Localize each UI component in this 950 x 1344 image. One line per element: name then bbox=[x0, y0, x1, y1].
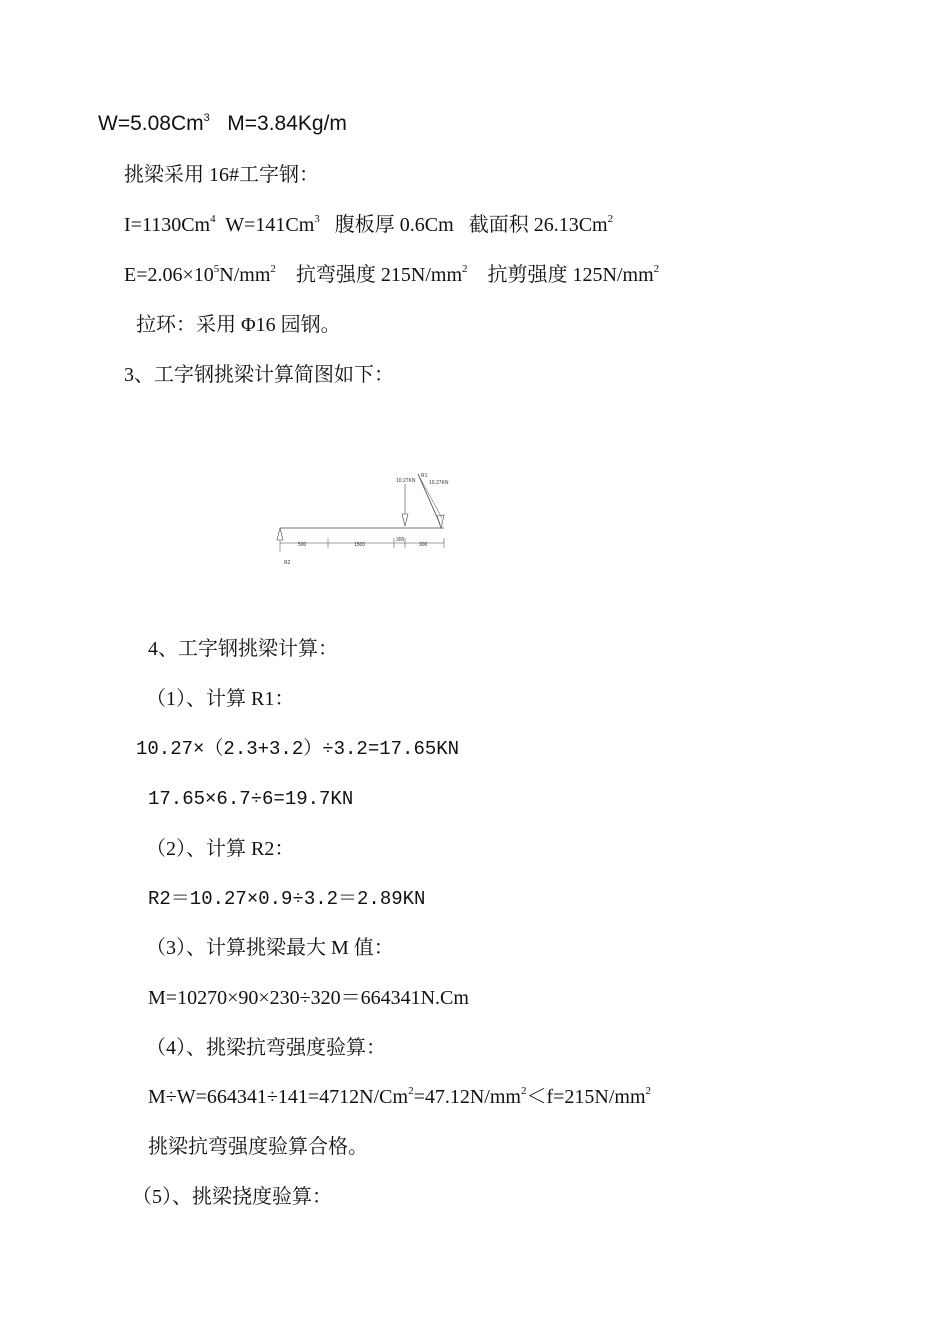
support-arrow-icon bbox=[277, 528, 283, 540]
calc-r1-heading: （1）、计算 R1： bbox=[146, 688, 295, 710]
bending-check-result: 挑梁抗弯强度验算合格。 bbox=[148, 1136, 368, 1158]
superscript: 2 bbox=[408, 1085, 414, 1097]
beam-calculation-diagram bbox=[268, 468, 458, 572]
load-left-label: 10.27KN bbox=[396, 478, 416, 484]
calc-r2-step: R2＝10.27×0.9÷3.2＝2.89KN bbox=[148, 888, 426, 910]
load-right-label: 10.27KN bbox=[429, 480, 449, 486]
text-formula-c: ＜f=215N/mm bbox=[526, 1086, 646, 1108]
superscript: 5 bbox=[213, 263, 220, 275]
superscript: 2 bbox=[270, 263, 276, 275]
load-arrow-icon bbox=[402, 514, 408, 526]
beam-material-line: 挑梁采用 16#工字钢： bbox=[124, 164, 319, 186]
dim-label-3: 300 bbox=[396, 537, 405, 543]
calc-m-heading: （3）、计算挑梁最大 M 值： bbox=[146, 937, 394, 959]
text-web-area: 腹板厚 0.6Cm 截面积 26.13Cm bbox=[319, 214, 608, 236]
text-shear-strength: 抗剪强度 125N/mm bbox=[467, 264, 654, 286]
section-4-heading: 4、工字钢挑梁计算： bbox=[148, 638, 338, 660]
r1-label: R1 bbox=[421, 473, 428, 479]
text-bending-strength: 抗弯强度 215N/mm bbox=[275, 264, 463, 286]
steel-section-properties bbox=[98, 112, 347, 136]
superscript: 2 bbox=[520, 1085, 527, 1097]
superscript: 2 bbox=[607, 213, 614, 225]
text-formula-a: M÷W=664341÷141=4712N/Cm bbox=[148, 1086, 409, 1108]
text-e: E=2.06×10 bbox=[124, 264, 214, 286]
i-beam-properties bbox=[124, 213, 613, 237]
deflection-check-heading: （5）、挑梁挠度验算： bbox=[132, 1186, 332, 1208]
text-formula-b: =47.12N/mm bbox=[413, 1086, 521, 1108]
r1-arrow-icon bbox=[437, 515, 444, 528]
superscript: 3 bbox=[203, 112, 210, 124]
superscript: 2 bbox=[645, 1085, 652, 1097]
dim-label-4: 900 bbox=[419, 542, 428, 548]
superscript: 4 bbox=[210, 213, 216, 225]
bending-check-formula bbox=[148, 1085, 651, 1109]
dim-label-2: 1500 bbox=[354, 542, 366, 548]
section-3-heading: 3、工字钢挑梁计算简图如下： bbox=[124, 364, 394, 386]
support-label: R2 bbox=[284, 560, 291, 566]
calc-r2-heading: （2）、计算 R2： bbox=[146, 838, 295, 860]
superscript: 2 bbox=[462, 263, 468, 275]
superscript: 2 bbox=[653, 263, 660, 275]
text-m: M=3.84Kg/m bbox=[209, 112, 347, 135]
calc-r1-step-1: 10.27×（2.3+3.2）÷3.2=17.65KN bbox=[136, 738, 460, 760]
elastic-strength-line bbox=[124, 263, 659, 287]
text-w: W=5.08Cm bbox=[98, 112, 204, 135]
text-unit: N/mm bbox=[219, 264, 271, 286]
bending-check-heading: （4）、挑梁抗弯强度验算： bbox=[146, 1037, 386, 1059]
dim-label-1: 500 bbox=[298, 542, 307, 548]
text-w: W=141Cm bbox=[215, 214, 315, 236]
superscript: 3 bbox=[314, 213, 320, 225]
calc-r1-step-2: 17.65×6.7÷6=19.7KN bbox=[148, 788, 354, 810]
text-i: I=1130Cm bbox=[124, 214, 211, 236]
pull-ring-line: 拉环：采用 Φ16 园钢。 bbox=[136, 314, 341, 336]
calc-m-step: M=10270×90×230÷320＝664341N.Cm bbox=[148, 987, 469, 1009]
